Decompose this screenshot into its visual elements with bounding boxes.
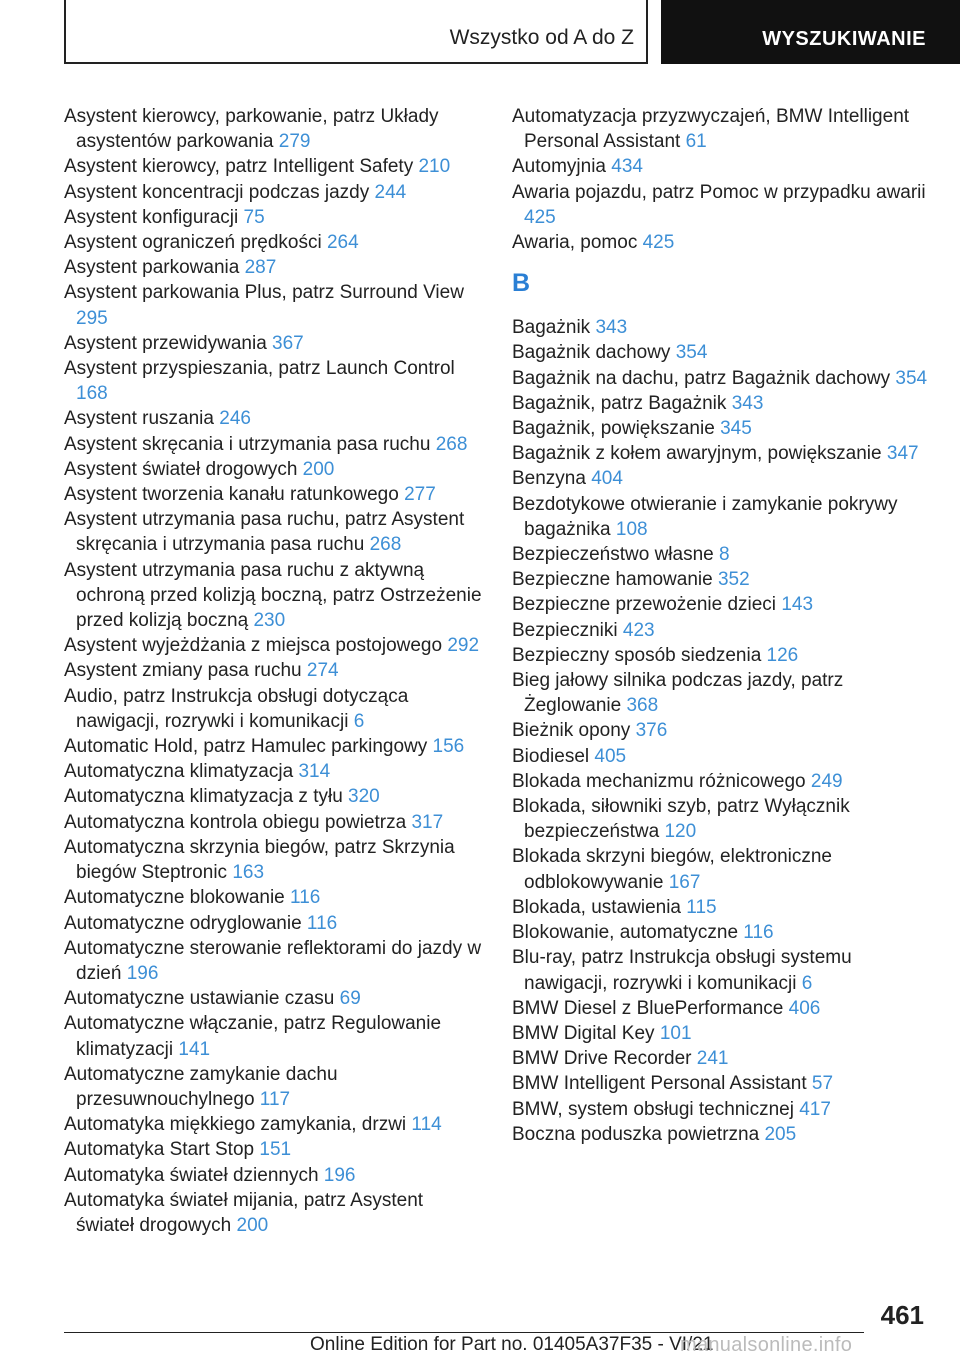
index-entry (64, 1163, 484, 1188)
page-reference-link[interactable]: 210 (418, 156, 451, 178)
index-entry-text: Automatyczne odryglowanie (64, 912, 302, 934)
page-reference-link[interactable]: 6 (801, 972, 813, 994)
page-reference-link[interactable]: 8 (719, 544, 730, 566)
index-entry (512, 996, 932, 1021)
index-entry-text: Automatyczne sterowanie reflektorami do jazdy w dzień (64, 937, 482, 984)
index-entry-text: Asystent parkowania (64, 257, 240, 279)
page-header (64, 0, 960, 64)
index-entry (64, 331, 484, 356)
page-reference-link[interactable]: 196 (323, 1164, 356, 1186)
page-reference-link[interactable]: 200 (236, 1214, 269, 1236)
page-reference-link[interactable]: 264 (326, 232, 359, 254)
page-reference-link[interactable]: 368 (626, 695, 659, 717)
page-reference-link[interactable]: 163 (232, 862, 265, 884)
index-entry-text: Automatyka Start Stop (64, 1139, 255, 1161)
tab-search-label: WYSZUKIWANIE (762, 28, 926, 50)
page-reference-link[interactable]: 230 (253, 610, 286, 632)
index-entry-text: Automatyczna klimatyzacja z tyłu (64, 786, 343, 808)
page-reference-link[interactable]: 343 (731, 392, 764, 414)
index-entry-text: Bezpieczeństwo własne (512, 544, 714, 566)
index-entry (64, 810, 484, 835)
index-entry (64, 255, 484, 280)
page-reference-link[interactable]: 116 (743, 922, 774, 944)
index-entry-text: Asystent parkowania Plus, patrz Surround View (64, 282, 464, 304)
index-entry (512, 1021, 932, 1046)
page-number: 461 (880, 1300, 924, 1330)
index-entry-text: Bezpieczniki (512, 619, 618, 641)
tab-all-a-to-z[interactable] (64, 0, 648, 64)
page-reference-link[interactable]: 116 (306, 912, 338, 934)
index-entry (512, 567, 932, 592)
page-reference-link[interactable]: 151 (259, 1139, 292, 1161)
page-reference-link[interactable]: 274 (306, 660, 339, 682)
index-entry (512, 668, 932, 718)
index-entry (512, 1097, 932, 1122)
index-entry-text: Blu-ray, patrz Instrukcja obsługi systemu nawigacji, rozrywki i komunikacji (512, 947, 852, 994)
page-reference-link[interactable]: 425 (642, 232, 675, 254)
edition-text: Online Edition for Part no. 01405A37F35 - VI/21 (310, 1334, 714, 1355)
index-column-right (512, 104, 932, 1147)
index-column-left (64, 104, 484, 1238)
index-entry (512, 366, 932, 391)
index-entry-text: Awaria, pomoc (512, 232, 638, 254)
index-entry (512, 643, 932, 668)
index-entry-text: Bieżnik opony (512, 720, 631, 742)
index-entry (512, 744, 932, 769)
page-reference-link[interactable]: 108 (615, 518, 648, 540)
index-entry (64, 759, 484, 784)
index-entry (64, 784, 484, 809)
page-reference-link[interactable]: 354 (675, 342, 708, 364)
index-entry-text: Automatyzacja przyzwyczajeń, BMW Intelligent Personal Assistant (512, 106, 910, 153)
index-entry (64, 684, 484, 734)
section-letter-b: B (512, 269, 531, 298)
index-entry (64, 986, 484, 1011)
index-entry-text: Bagażnik z kołem awaryjnym, powiększanie (512, 443, 882, 465)
index-entry (512, 618, 932, 643)
index-entry (64, 180, 484, 205)
index-entry-text: Automatyka miękkiego zamykania, drzwi (64, 1114, 407, 1136)
index-entry (64, 230, 484, 255)
page-reference-link[interactable]: 343 (595, 317, 628, 339)
index-entry-text: Blokada, siłowniki szyb, patrz Wyłącznik bezpieczeństwa (512, 796, 850, 843)
index-entry-text: Bieg jałowy silnika podczas jazdy, patrz Żeglowanie (512, 670, 844, 717)
page-reference-link[interactable]: 347 (886, 443, 919, 465)
tab-all-a-to-z-label: Wszystko od A do Z (449, 26, 634, 49)
index-entry (64, 1062, 484, 1112)
index-entry-text: Bezpieczne przewożenie dzieci (512, 594, 777, 616)
index-entry-text: Asystent świateł drogowych (64, 458, 298, 480)
index-entry (512, 416, 932, 441)
index-entry (64, 432, 484, 457)
page-reference-link[interactable]: 406 (788, 997, 821, 1019)
index-entry-text: Bagażnik na dachu, patrz Bagażnik dachowy (512, 367, 891, 389)
index-entry (64, 482, 484, 507)
index-entry-text: Automatyka świateł dziennych (64, 1164, 319, 1186)
index-entry-text: Blokada mechanizmu różnicowego (512, 770, 806, 792)
index-entry-text: Automatyczne ustawianie czasu (64, 988, 335, 1010)
page-reference-link[interactable]: 295 (76, 307, 108, 329)
page-reference-link[interactable]: 268 (435, 433, 468, 455)
page-reference-link[interactable]: 69 (339, 988, 361, 1010)
index-entry-text: Automatyczne włączanie, patrz Regulowanie klimatyzacji (64, 1013, 442, 1060)
index-entry-text: Bagażnik, patrz Bagażnik (512, 392, 727, 414)
index-entry-text: Blokowanie, automatyczne (512, 922, 739, 944)
index-entry (512, 1071, 932, 1096)
index-entry-text: Blokada skrzyni biegów, elektroniczne odblokowywanie (512, 846, 833, 893)
index-entry-text: Asystent kierowcy, patrz Intelligent Safety (64, 156, 414, 178)
index-entry-text: BMW Drive Recorder (512, 1048, 692, 1070)
index-entry-text: Automatyka świateł mijania, patrz Asystent świateł drogowych (64, 1189, 424, 1236)
page-reference-link[interactable]: 423 (622, 619, 655, 641)
index-entry-text: Automyjnia (512, 156, 606, 178)
index-entry (64, 406, 484, 431)
page-reference-link[interactable]: 352 (717, 569, 750, 591)
index-entry (64, 457, 484, 482)
index-entry (512, 769, 932, 794)
index-group-b (512, 315, 932, 1147)
page-reference-link[interactable]: 287 (244, 257, 277, 279)
index-entry-text: BMW Diesel z BluePerformance (512, 997, 784, 1019)
index-entry (512, 592, 932, 617)
index-entry (512, 1122, 932, 1147)
index-entry (512, 844, 932, 894)
index-entry-text: Asystent ruszania (64, 408, 214, 430)
tab-search[interactable] (661, 0, 960, 64)
index-entry-text: Automatic Hold, patrz Hamulec parkingowy (64, 736, 428, 758)
page-reference-link[interactable]: 354 (895, 367, 928, 389)
index-entry (64, 835, 484, 885)
index-entry (512, 180, 932, 230)
index-entry (64, 558, 484, 634)
page-reference-link[interactable]: 249 (810, 770, 843, 792)
index-entry-text: Asystent ograniczeń prędkości (64, 232, 322, 254)
page-reference-link[interactable]: 200 (302, 458, 335, 480)
index-entry (64, 1188, 484, 1238)
index-entry (64, 911, 484, 936)
index-entry (512, 542, 932, 567)
index-entry (512, 441, 932, 466)
index-group-a (512, 104, 932, 255)
index-entry (512, 340, 932, 365)
page-reference-link[interactable]: 120 (664, 821, 697, 843)
page-reference-link[interactable]: 196 (126, 962, 159, 984)
index-entry (512, 154, 932, 179)
index-entry (512, 895, 932, 920)
index-entry (512, 794, 932, 844)
index-entry (64, 104, 484, 154)
page-reference-link[interactable]: 279 (278, 131, 311, 153)
index-entry (512, 104, 932, 154)
index-entry-text: Asystent skręcania i utrzymania pasa ruchu (64, 433, 431, 455)
index-entry-text: Asystent konfiguracji (64, 206, 239, 228)
index-entry-text: Bagażnik dachowy (512, 342, 671, 364)
index-entry (64, 356, 484, 406)
index-entry (512, 920, 932, 945)
index-entry (512, 718, 932, 743)
index-entry-text: BMW Intelligent Personal Assistant (512, 1073, 807, 1095)
index-entry-text: Audio, patrz Instrukcja obsługi dotycząca nawigacji, rozrywki i komunikacji (64, 685, 409, 732)
index-entry-text: Boczna poduszka powietrzna (512, 1123, 760, 1145)
index-entry (64, 936, 484, 986)
page-reference-link[interactable]: 101 (659, 1022, 692, 1044)
page-reference-link[interactable]: 117 (259, 1088, 291, 1110)
page-reference-link[interactable]: 241 (696, 1048, 729, 1070)
page-reference-link[interactable]: 116 (290, 887, 321, 909)
page-reference-link[interactable]: 57 (811, 1073, 834, 1095)
page-reference-link[interactable]: 367 (272, 332, 304, 354)
page-reference-link[interactable]: 114 (411, 1114, 442, 1136)
index-entry (64, 633, 484, 658)
page-reference-link[interactable]: 156 (432, 736, 465, 758)
index-entry-text: Awaria pojazdu, patrz Pomoc w przypadku awarii (512, 181, 926, 203)
index-entry-text: BMW, system obsługi technicznej (512, 1098, 794, 1120)
index-entry (512, 1046, 932, 1071)
index-entry-text: Bezdotykowe otwieranie i zamykanie pokrywy bagażnika (512, 493, 898, 540)
page-reference-link[interactable]: 115 (686, 896, 717, 918)
index-entry-text: Automatyczna kontrola obiegu powietrza (64, 811, 407, 833)
page-reference-link[interactable]: 205 (764, 1123, 797, 1145)
page-reference-link[interactable]: 314 (298, 761, 331, 783)
page-reference-link[interactable]: 6 (353, 710, 365, 732)
index-entry (512, 945, 932, 995)
page-reference-link[interactable]: 417 (799, 1098, 831, 1120)
index-entry-text: Asystent utrzymania pasa ruchu z aktywną ochroną przed kolizją boczną, patrz Ostrzeżenie przed kolizją boczną (64, 559, 482, 632)
page-reference-link[interactable]: 167 (668, 871, 701, 893)
page-reference-link[interactable]: 376 (635, 720, 668, 742)
page-reference-link[interactable]: 404 (591, 468, 623, 490)
page-reference-link[interactable]: 141 (178, 1038, 211, 1060)
index-entry-text: Bezpieczny sposób siedzenia (512, 644, 762, 666)
index-entry-text: Asystent przewidywania (64, 332, 267, 354)
index-entry-text: Blokada, ustawienia (512, 896, 681, 918)
index-entry-text: Bezpieczne hamowanie (512, 569, 713, 591)
index-entry (64, 205, 484, 230)
index-entry-text: Bagażnik (512, 317, 591, 339)
page-reference-link[interactable]: 425 (524, 206, 556, 228)
index-entry-text: Asystent tworzenia kanału ratunkowego (64, 484, 399, 506)
index-entry-text: BMW Digital Key (512, 1022, 655, 1044)
index-entry (512, 466, 932, 491)
index-entry (64, 280, 484, 330)
index-entry (64, 1112, 484, 1137)
index-entry-text: Benzyna (512, 468, 586, 490)
page-reference-link[interactable]: 317 (411, 811, 444, 833)
index-entry (64, 1137, 484, 1162)
index-entry-text: Automatyczna klimatyzacja (64, 761, 294, 783)
page-reference-link[interactable]: 434 (611, 156, 643, 178)
index-entry-text: Asystent utrzymania pasa ruchu, patrz Asystent skręcania i utrzymania pasa ruchu (64, 509, 465, 556)
watermark-logo: manualsonline.info (680, 1334, 853, 1356)
index-entry (512, 391, 932, 416)
index-entry-text: Biodiesel (512, 745, 590, 767)
index-entry (64, 154, 484, 179)
index-entry-text: Asystent zmiany pasa ruchu (64, 660, 302, 682)
page-reference-link[interactable]: 126 (766, 644, 799, 666)
index-entry (64, 1011, 484, 1061)
index-entry-text: Automatyczna skrzynia biegów, patrz Skrzynia biegów Steptronic (64, 836, 455, 884)
page-reference-link[interactable]: 320 (348, 786, 380, 808)
index-entry (512, 230, 932, 255)
page-reference-link[interactable]: 168 (76, 383, 108, 405)
page-reference-link[interactable]: 405 (594, 745, 627, 767)
page-reference-link[interactable]: 292 (447, 635, 480, 657)
page-reference-link[interactable]: 61 (685, 131, 707, 153)
index-entry (64, 658, 484, 683)
index-entry-text: Automatyczne blokowanie (64, 887, 285, 909)
index-entry-text: Asystent kierowcy, parkowanie, patrz Układy asystentów parkowania (64, 106, 439, 153)
page-reference-link[interactable]: 277 (404, 484, 436, 506)
index-entry (512, 492, 932, 542)
footer-divider (64, 1332, 864, 1333)
index-entry-text: Automatyczne zamykanie dachu przesuwnouchylnego (64, 1063, 338, 1110)
index-entry (512, 315, 932, 340)
index-entry-text: Asystent wyjeżdżania z miejsca postojowego (64, 635, 443, 657)
index-entry (64, 507, 484, 557)
page-reference-link[interactable]: 345 (720, 418, 752, 440)
page-reference-link[interactable]: 246 (219, 408, 251, 430)
page-reference-link[interactable]: 143 (781, 594, 814, 616)
index-entry (64, 885, 484, 910)
index-entry (64, 734, 484, 759)
page-reference-link[interactable]: 268 (369, 534, 402, 556)
index-entry-text: Asystent przyspieszania, patrz Launch Control (64, 358, 455, 380)
index-entry-text: Bagażnik, powiększanie (512, 418, 715, 440)
index-entry-text: Asystent koncentracji podczas jazdy (64, 181, 370, 203)
page-reference-link[interactable]: 244 (374, 181, 407, 203)
page-reference-link[interactable]: 75 (243, 206, 265, 228)
